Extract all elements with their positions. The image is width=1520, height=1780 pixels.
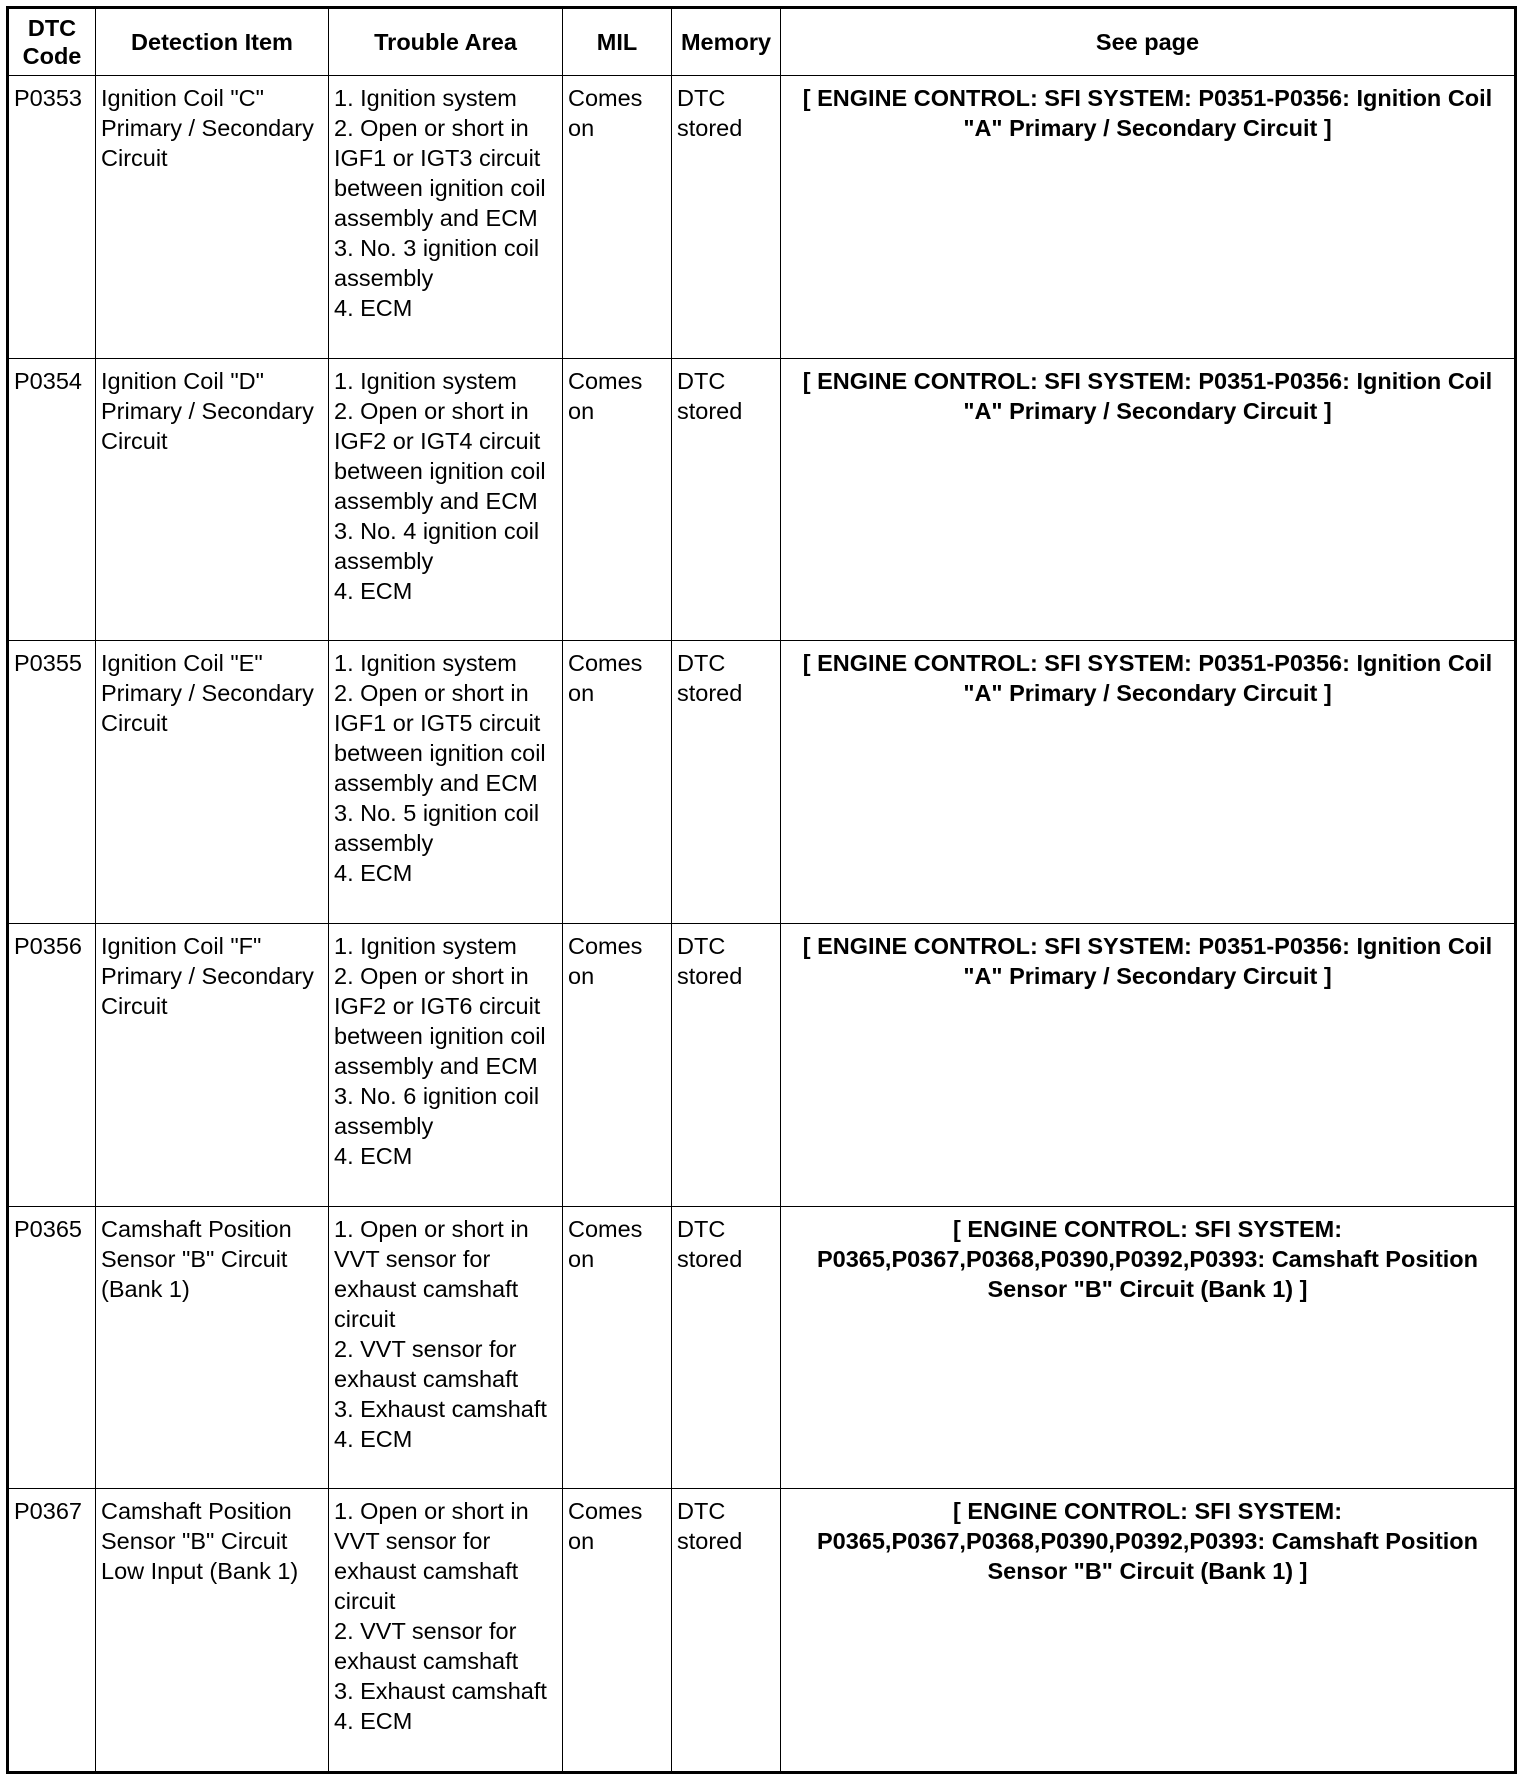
dtc-table xyxy=(6,6,1517,1774)
trouble-area-item: 3. No. 5 ignition coil assembly xyxy=(334,800,540,857)
table-header xyxy=(8,8,1516,76)
table-row xyxy=(8,641,1516,924)
dtc-code-cell: P0356 xyxy=(8,923,96,1206)
detection-item-cell: Ignition Coil "F" Primary / Secondary Circuit xyxy=(96,923,329,1206)
trouble-area-item: 4. ECM xyxy=(334,1708,413,1735)
memory-cell: DTC stored xyxy=(672,641,781,924)
trouble-area-item: 2. VVT sensor for exhaust camshaft xyxy=(334,1335,519,1392)
mil-cell: Comes on xyxy=(563,641,672,924)
dtc-code-cell: P0354 xyxy=(8,358,96,641)
memory-cell: DTC stored xyxy=(672,1489,781,1773)
header-mil: MIL xyxy=(563,8,672,76)
trouble-area-cell xyxy=(329,923,563,1206)
detection-item-cell: Ignition Coil "C" Primary / Secondary Circuit xyxy=(96,76,329,359)
trouble-area-item: 4. ECM xyxy=(334,860,413,887)
header-see-page: See page xyxy=(781,8,1516,76)
trouble-area-item: 4. ECM xyxy=(334,295,413,321)
trouble-area-item: 2. Open or short in IGF2 or IGT4 circuit between ignition coil assembly and ECM xyxy=(334,397,546,514)
trouble-area-cell xyxy=(329,358,563,641)
table-row xyxy=(8,923,1516,1206)
dtc-code-cell: P0355 xyxy=(8,641,96,924)
trouble-area-item: 1. Open or short in VVT sensor for exhaust camshaft circuit xyxy=(334,1215,529,1332)
memory-cell: DTC stored xyxy=(672,923,781,1206)
mil-cell: Comes on xyxy=(563,923,672,1206)
trouble-area-item: 2. Open or short in IGF1 or IGT3 circuit between ignition coil assembly and ECM xyxy=(334,115,546,231)
see-page-link[interactable]: [ ENGINE CONTROL: SFI SYSTEM: P0351-P0356: Ignition Coil "A" Primary / Secondary Circuit ] xyxy=(781,76,1516,359)
see-page-link[interactable]: [ ENGINE CONTROL: SFI SYSTEM: P0365,P0367,P0368,P0390,P0392,P0393: Camshaft Position Sensor "B" Circuit (Bank 1) ] xyxy=(781,1206,1516,1489)
dtc-code-cell: P0365 xyxy=(8,1206,96,1489)
header-detection-item: Detection Item xyxy=(96,8,329,76)
see-page-link[interactable]: [ ENGINE CONTROL: SFI SYSTEM: P0351-P0356: Ignition Coil "A" Primary / Secondary Circuit ] xyxy=(781,923,1516,1206)
memory-cell: DTC stored xyxy=(672,1206,781,1489)
trouble-area-item: 1. Ignition system xyxy=(334,367,517,394)
mil-cell: Comes on xyxy=(563,1206,672,1489)
mil-cell: Comes on xyxy=(563,358,672,641)
trouble-area-cell xyxy=(329,641,563,924)
trouble-area-item: 1. Ignition system xyxy=(334,650,517,677)
trouble-area-item: 2. Open or short in IGF2 or IGT6 circuit between ignition coil assembly and ECM xyxy=(334,962,546,1079)
trouble-area-item: 3. No. 3 ignition coil assembly xyxy=(334,235,540,291)
header-dtc-code xyxy=(8,8,96,76)
dtc-code-cell: P0367 xyxy=(8,1489,96,1773)
trouble-area-item: 1. Ignition system xyxy=(334,85,517,111)
detection-item-cell: Ignition Coil "D" Primary / Secondary Circuit xyxy=(96,358,329,641)
trouble-area-item: 2. Open or short in IGF1 or IGT5 circuit between ignition coil assembly and ECM xyxy=(334,680,546,797)
mil-cell: Comes on xyxy=(563,1489,672,1773)
table-row xyxy=(8,76,1516,359)
trouble-area-cell xyxy=(329,1489,563,1773)
trouble-area-cell xyxy=(329,76,563,359)
table-row xyxy=(8,1206,1516,1489)
header-row xyxy=(8,8,1516,76)
table-body xyxy=(8,76,1516,1773)
table-row xyxy=(8,1489,1516,1773)
see-page-link[interactable]: [ ENGINE CONTROL: SFI SYSTEM: P0365,P0367,P0368,P0390,P0392,P0393: Camshaft Position Sensor "B" Circuit (Bank 1) ] xyxy=(781,1489,1516,1773)
see-page-link[interactable]: [ ENGINE CONTROL: SFI SYSTEM: P0351-P0356: Ignition Coil "A" Primary / Secondary Circuit ] xyxy=(781,641,1516,924)
trouble-area-item: 3. No. 4 ignition coil assembly xyxy=(334,517,540,574)
table-row xyxy=(8,358,1516,641)
trouble-area-item: 4. ECM xyxy=(334,577,413,604)
trouble-area-item: 1. Open or short in VVT sensor for exhaust camshaft circuit xyxy=(334,1498,529,1615)
header-trouble-area: Trouble Area xyxy=(329,8,563,76)
mil-cell: Comes on xyxy=(563,76,672,359)
trouble-area-item: 3. Exhaust camshaft xyxy=(334,1678,547,1705)
trouble-area-cell xyxy=(329,1206,563,1489)
memory-cell: DTC stored xyxy=(672,76,781,359)
memory-cell: DTC stored xyxy=(672,358,781,641)
dtc-code-cell: P0353 xyxy=(8,76,96,359)
header-dtc-code-line2: Code xyxy=(22,43,82,69)
trouble-area-item: 1. Ignition system xyxy=(334,932,517,959)
trouble-area-item: 4. ECM xyxy=(334,1425,413,1452)
detection-item-cell: Camshaft Position Sensor "B" Circuit Low Input (Bank 1) xyxy=(96,1489,329,1773)
detection-item-cell: Ignition Coil "E" Primary / Secondary Circuit xyxy=(96,641,329,924)
trouble-area-item: 3. No. 6 ignition coil assembly xyxy=(334,1082,540,1139)
trouble-area-item: 2. VVT sensor for exhaust camshaft xyxy=(334,1618,519,1675)
see-page-link[interactable]: [ ENGINE CONTROL: SFI SYSTEM: P0351-P0356: Ignition Coil "A" Primary / Secondary Circuit ] xyxy=(781,358,1516,641)
header-memory: Memory xyxy=(672,8,781,76)
header-dtc-code-line1: DTC xyxy=(27,15,77,41)
trouble-area-item: 4. ECM xyxy=(334,1142,413,1169)
detection-item-cell: Camshaft Position Sensor "B" Circuit (Bank 1) xyxy=(96,1206,329,1489)
trouble-area-item: 3. Exhaust camshaft xyxy=(334,1395,547,1422)
